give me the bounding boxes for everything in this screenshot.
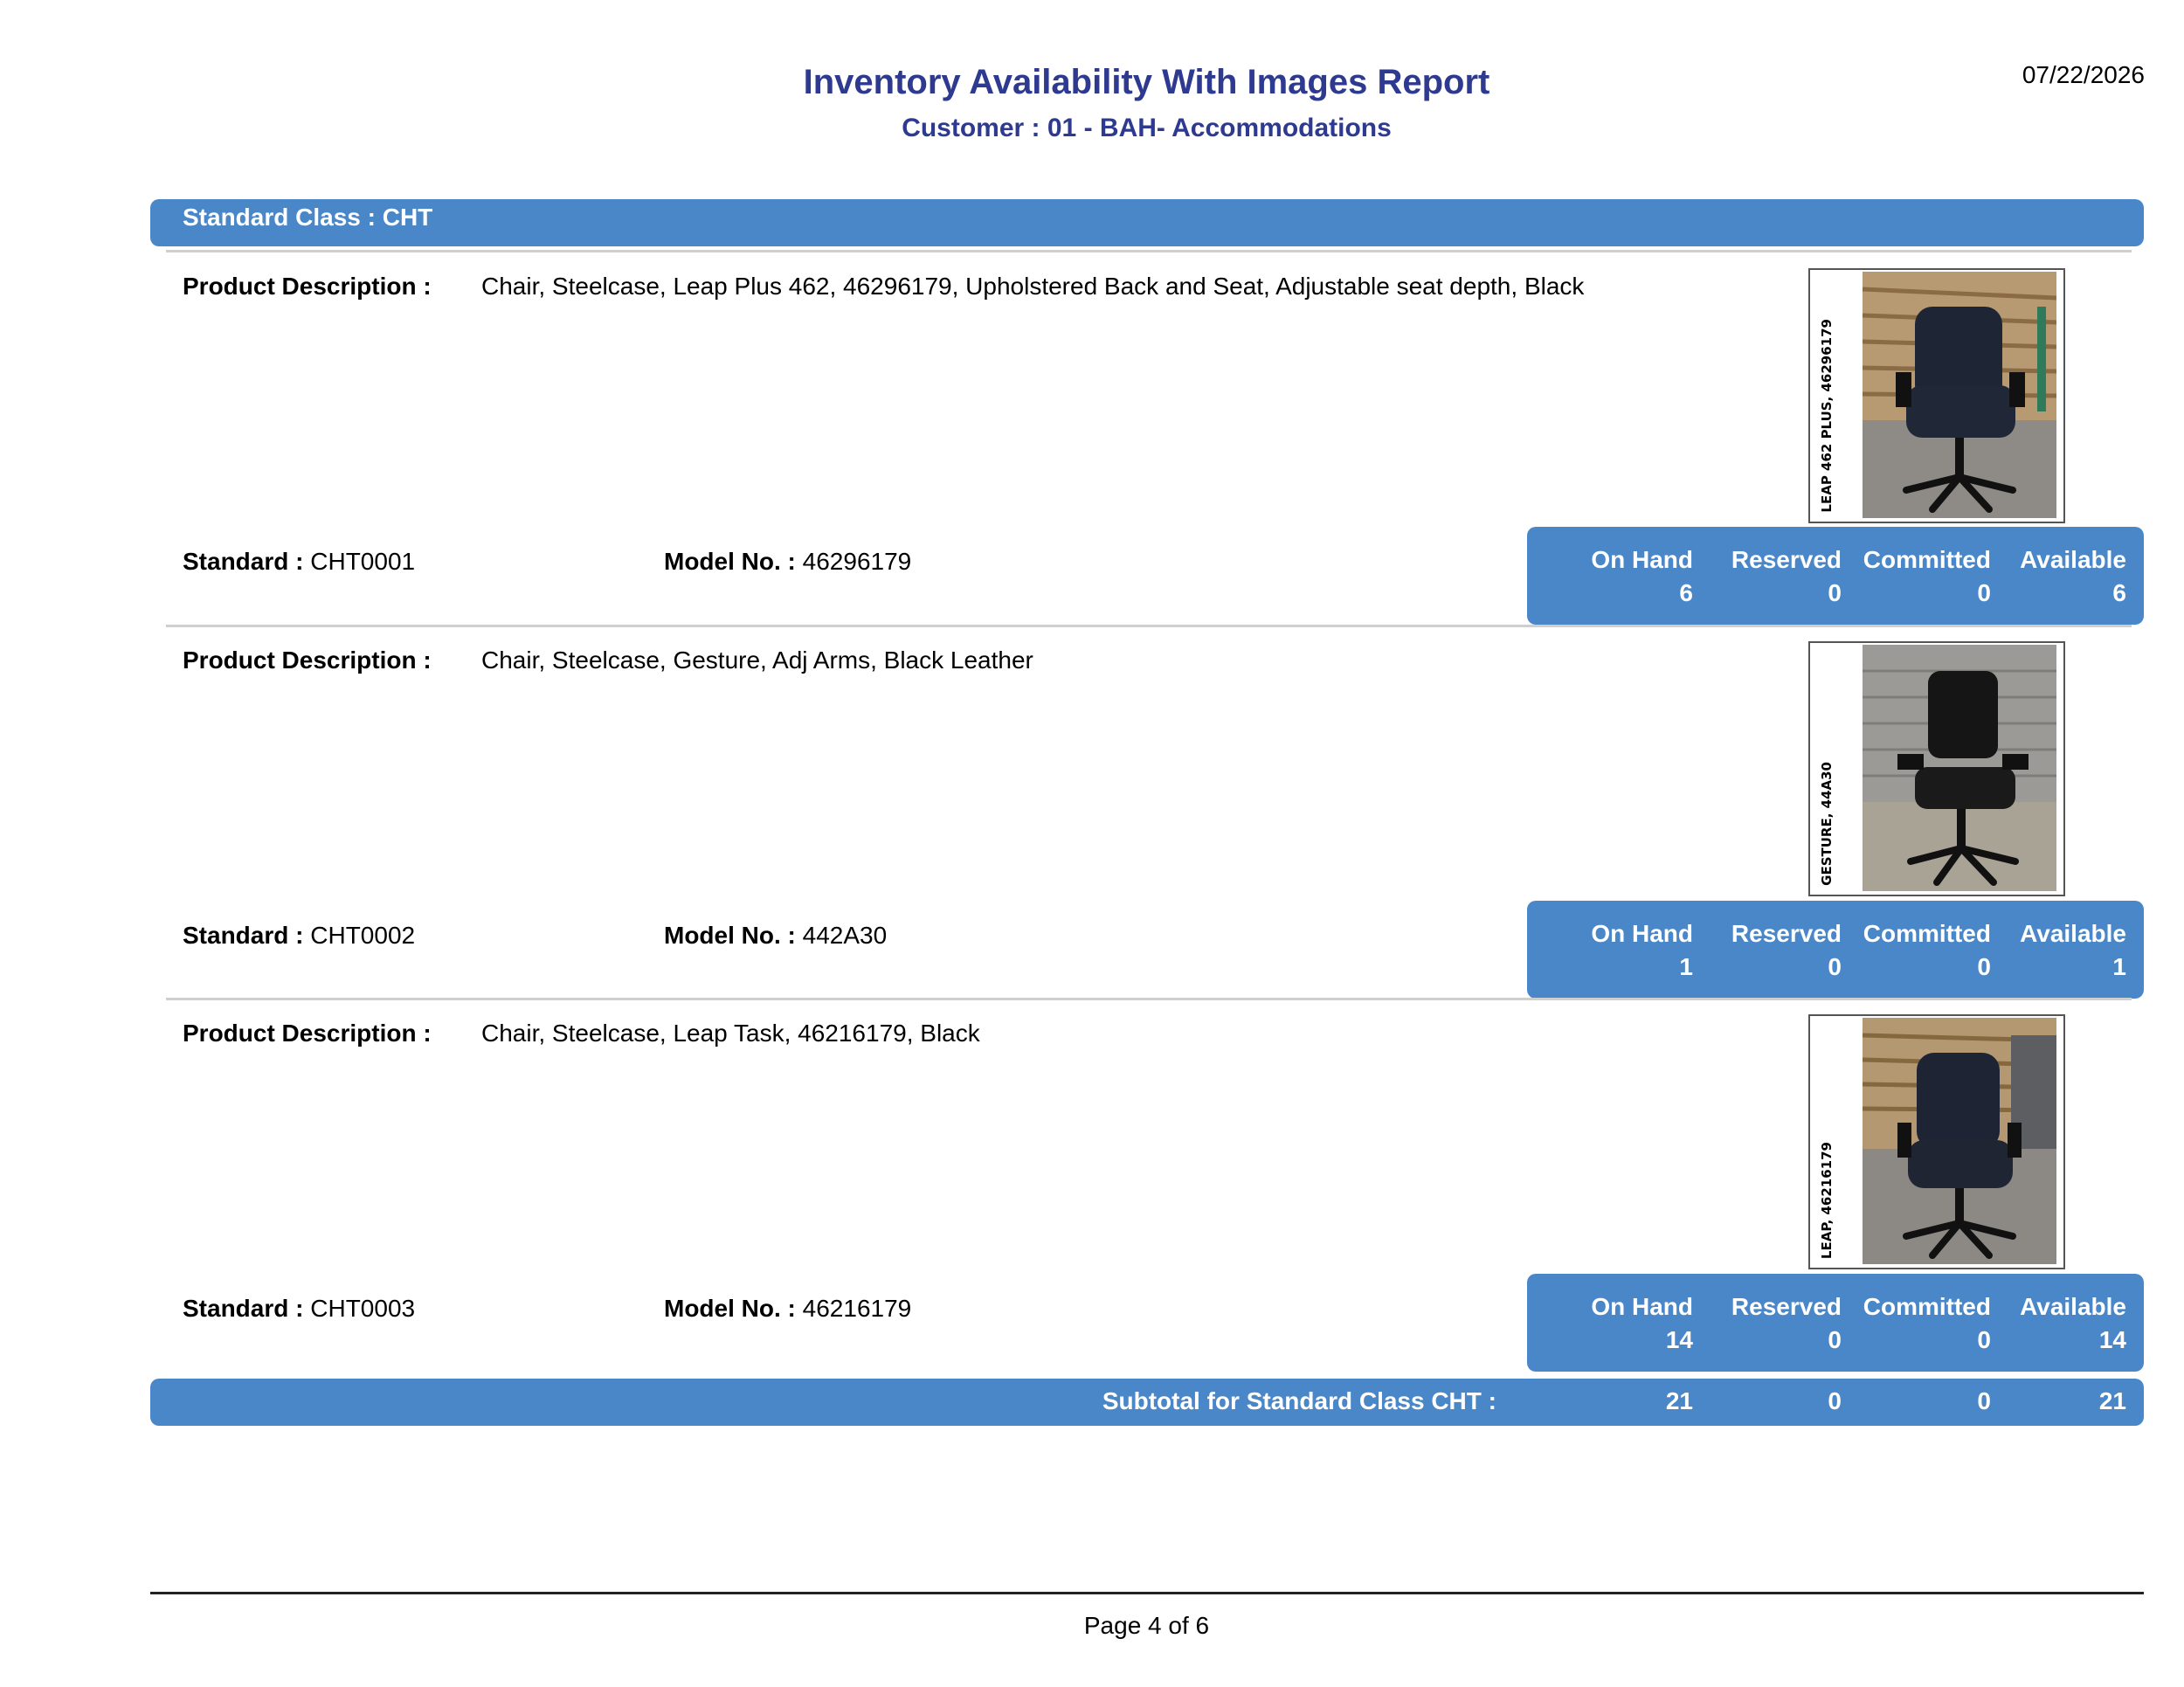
subtotal-available: 21 bbox=[2098, 1387, 2126, 1414]
standard-value: CHT0001 bbox=[310, 548, 416, 575]
chair-image bbox=[1863, 645, 2056, 891]
on-hand-value: 14 bbox=[1665, 1326, 1693, 1353]
model-value: 46216179 bbox=[802, 1295, 912, 1322]
on-hand-col bbox=[1591, 1293, 1693, 1354]
reserved-col bbox=[1731, 1293, 1842, 1354]
page-number: Page 4 of 6 bbox=[1083, 1612, 1210, 1639]
chair-image bbox=[1863, 272, 2056, 518]
quantity-box bbox=[1527, 527, 2144, 625]
reserved-header: Reserved bbox=[1731, 1293, 1842, 1320]
available-header: Available bbox=[2020, 546, 2126, 573]
reserved-col bbox=[1731, 546, 1842, 607]
report-subtitle: Customer : 01 - BAH- Accommodations bbox=[902, 114, 1392, 142]
model-label: Model No. : bbox=[664, 548, 796, 575]
on-hand-header: On Hand bbox=[1591, 1293, 1693, 1320]
available-header: Available bbox=[2020, 920, 2126, 947]
product-description-label: Product Description : bbox=[183, 1020, 432, 1047]
product-photo bbox=[1808, 641, 2065, 896]
subtotal-bar bbox=[150, 1379, 2144, 1426]
committed-header: Committed bbox=[1863, 546, 1991, 573]
quantity-box bbox=[1527, 901, 2144, 999]
on-hand-value: 6 bbox=[1679, 579, 1693, 606]
subtotal-on-hand: 21 bbox=[1665, 1387, 1693, 1414]
available-value: 14 bbox=[2098, 1326, 2126, 1353]
model-label: Model No. : bbox=[664, 922, 796, 949]
committed-value: 0 bbox=[1977, 953, 1991, 980]
standard-field bbox=[183, 922, 415, 950]
model-field bbox=[664, 548, 911, 576]
footer-divider bbox=[150, 1592, 2144, 1594]
subtotal-committed: 0 bbox=[1977, 1387, 1991, 1414]
product-description-value: Chair, Steelcase, Leap Task, 46216179, Black bbox=[481, 1020, 980, 1047]
model-label: Model No. : bbox=[664, 1295, 796, 1322]
reserved-header: Reserved bbox=[1731, 546, 1842, 573]
product-description-label: Product Description : bbox=[183, 646, 432, 674]
product-photo bbox=[1808, 268, 2065, 523]
reserved-header: Reserved bbox=[1731, 920, 1842, 947]
subtotal-reserved: 0 bbox=[1828, 1387, 1842, 1414]
standard-field bbox=[183, 548, 415, 576]
available-col bbox=[2020, 1293, 2126, 1354]
committed-header: Committed bbox=[1863, 1293, 1991, 1320]
model-field bbox=[664, 922, 887, 950]
product-description-value: Chair, Steelcase, Gesture, Adj Arms, Black Leather bbox=[481, 646, 1033, 674]
photo-caption: LEAP 462 PLUS, 46296179 bbox=[1819, 319, 1835, 513]
model-value: 442A30 bbox=[802, 922, 888, 949]
committed-col bbox=[1863, 1293, 1991, 1354]
available-value: 1 bbox=[2112, 953, 2126, 980]
available-header: Available bbox=[2020, 1293, 2126, 1320]
committed-header: Committed bbox=[1863, 920, 1991, 947]
standard-value: CHT0002 bbox=[310, 922, 416, 949]
standard-class-bar bbox=[150, 199, 2144, 246]
quantity-box bbox=[1527, 1274, 2144, 1372]
standard-class-label: Standard Class : CHT bbox=[183, 204, 433, 231]
item-separator bbox=[166, 250, 2132, 252]
standard-label: Standard : bbox=[183, 922, 304, 949]
committed-value: 0 bbox=[1977, 1326, 1991, 1353]
reserved-col bbox=[1731, 920, 1842, 981]
standard-label: Standard : bbox=[183, 548, 304, 575]
model-field bbox=[664, 1295, 911, 1323]
product-photo bbox=[1808, 1014, 2065, 1269]
reserved-value: 0 bbox=[1828, 579, 1842, 606]
committed-col bbox=[1863, 920, 1991, 981]
standard-field bbox=[183, 1295, 415, 1323]
photo-caption: LEAP, 46216179 bbox=[1819, 1141, 1835, 1259]
report-date: 07/22/2026 bbox=[2022, 61, 2145, 88]
available-col bbox=[2020, 546, 2126, 607]
chair-image bbox=[1863, 1018, 2056, 1264]
on-hand-col bbox=[1591, 920, 1693, 981]
subtotal-label: Subtotal for Standard Class CHT : bbox=[1102, 1387, 1496, 1414]
model-value: 46296179 bbox=[802, 548, 912, 575]
product-description-value: Chair, Steelcase, Leap Plus 462, 46296179, Upholstered Back and Seat, Adjustable seat depth, Black bbox=[481, 273, 1585, 300]
on-hand-col bbox=[1591, 546, 1693, 607]
available-col bbox=[2020, 920, 2126, 981]
photo-caption: GESTURE, 44A30 bbox=[1819, 762, 1835, 886]
on-hand-header: On Hand bbox=[1591, 546, 1693, 573]
standard-label: Standard : bbox=[183, 1295, 304, 1322]
item-separator bbox=[166, 625, 2132, 627]
reserved-value: 0 bbox=[1828, 953, 1842, 980]
committed-col bbox=[1863, 546, 1991, 607]
committed-value: 0 bbox=[1977, 579, 1991, 606]
on-hand-value: 1 bbox=[1679, 953, 1693, 980]
available-value: 6 bbox=[2112, 579, 2126, 606]
item-separator bbox=[166, 998, 2132, 1000]
reserved-value: 0 bbox=[1828, 1326, 1842, 1353]
standard-value: CHT0003 bbox=[310, 1295, 416, 1322]
report-title: Inventory Availability With Images Report bbox=[803, 63, 1490, 101]
product-description-label: Product Description : bbox=[183, 273, 432, 300]
on-hand-header: On Hand bbox=[1591, 920, 1693, 947]
